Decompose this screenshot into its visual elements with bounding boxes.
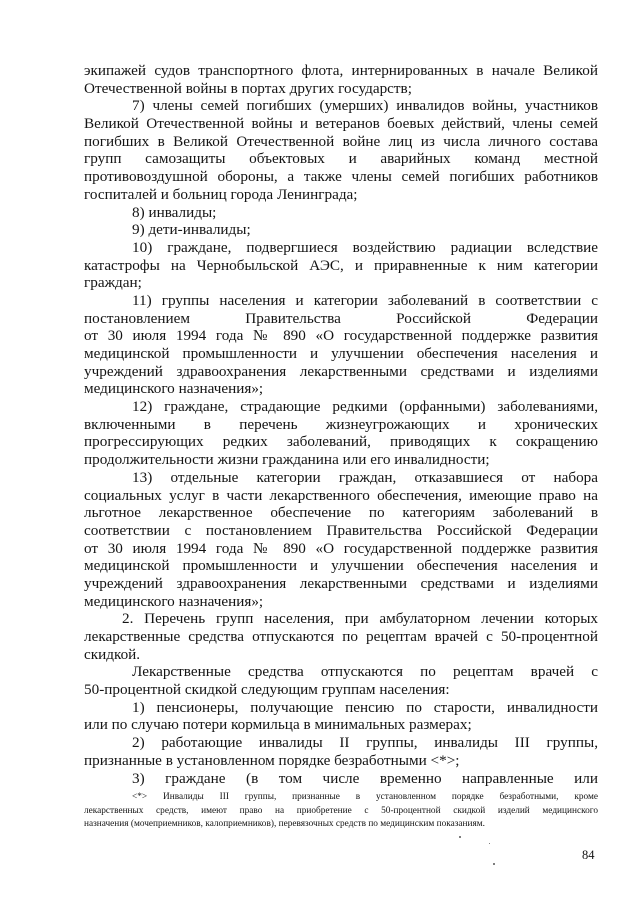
footnote-line: назначения (мочеприемников, калоприемников), перевязочных средств по медицинским показаниям. bbox=[84, 819, 485, 829]
text-line: госпиталей и больниц города Ленинграда; bbox=[84, 185, 358, 203]
scan-speck bbox=[493, 863, 495, 865]
text-line: продолжительности жизни гражданина или его инвалидности; bbox=[84, 451, 490, 469]
text-line: катастрофы на Чернобыльской АЭС, и приравненные к ним категории bbox=[84, 256, 598, 274]
text-line: противовоздушной обороны, а также члены семей погибших работников bbox=[84, 168, 598, 186]
sub-item-2: 2) работающие инвалиды II группы, инвалиды III группы, bbox=[132, 734, 598, 752]
text-line: граждан; bbox=[84, 274, 142, 292]
scan-speck bbox=[459, 836, 461, 838]
text-line: от 30 июля 1994 года № 890 «О государственной поддержке развития bbox=[84, 539, 598, 557]
text-line: льготное лекарственное обеспечение по категориям заболеваний в bbox=[84, 504, 598, 522]
list-item-12: 12) граждане, страдающие редкими (орфанными) заболеваниями, bbox=[132, 398, 598, 416]
list-item-13: 13) отдельные категории граждан, отказавшиеся от набора bbox=[132, 468, 598, 486]
text-line: медицинской промышленности и улучшении обеспечения населения и bbox=[84, 345, 598, 362]
text-line: учреждений здравоохранения лекарственными средствами и изделиями bbox=[84, 574, 598, 592]
text-line: скидкой. bbox=[84, 645, 141, 663]
text-line: групп самозащиты объектовых и аварийных команд местной bbox=[84, 150, 598, 168]
sub-item-3: 3) граждане (в том числе временно направленные или bbox=[132, 769, 598, 787]
text-line: погибших в Великой Отечественной войне лиц из числа личного состава bbox=[84, 132, 598, 150]
text-line: медицинской промышленности и улучшении обеспечения населения и bbox=[84, 557, 598, 575]
text-line: лекарственные средства отпускаются по рецептам врачей с 50-процентной bbox=[84, 628, 598, 645]
sub-item-1: 1) пенсионеры, получающие пенсию по старости, инвалидности bbox=[132, 698, 598, 716]
text-line: медицинского назначения»; bbox=[84, 380, 264, 398]
page-number: 84 bbox=[582, 848, 595, 862]
text-line: медицинского назначения»; bbox=[84, 592, 264, 610]
text-line: признанные в установленном порядке безработными <*>; bbox=[84, 751, 460, 769]
intro-paragraph: Лекарственные средства отпускаются по рецептам врачей с bbox=[132, 663, 598, 681]
footnote bbox=[84, 791, 598, 832]
text-line: постановлением Правительства Российской Федерации bbox=[84, 309, 598, 327]
list-item-8: 8) инвалиды; bbox=[132, 203, 217, 221]
text-line: от 30 июля 1994 года № 890 «О государственной поддержке развития bbox=[84, 327, 598, 345]
list-item-11: 11) группы населения и категории заболеваний в соответствии с bbox=[132, 291, 598, 309]
text-line: 50-процентной скидкой следующим группам населения: bbox=[84, 681, 450, 699]
footnote-line: лекарственных средств, имеют право на приобретение с 50-процентной скидкой изделий медицинского bbox=[84, 805, 598, 816]
list-item-7: 7) члены семей погибших (умерших) инвалидов войны, участников bbox=[132, 97, 598, 115]
text-line: социальных услуг в части лекарственного обеспечения, имеющие право на bbox=[84, 486, 598, 504]
list-item-10: 10) граждане, подвергшиеся воздействию радиации вследствие bbox=[132, 238, 598, 256]
section-2-heading: 2. Перечень групп населения, при амбулаторном лечении которых bbox=[122, 610, 598, 628]
scan-speck bbox=[489, 843, 490, 844]
footnote-line: <*> Инвалиды III группы, признанные в установленном порядке безработными, кроме bbox=[132, 792, 598, 802]
list-item-9: 9) дети-инвалиды; bbox=[132, 221, 251, 239]
text-line: учреждений здравоохранения лекарственными средствами и изделиями bbox=[84, 362, 598, 380]
text-line: или по случаю потери кормильца в минимальных размерах; bbox=[84, 716, 472, 734]
text-line: экипажей судов транспортного флота, интернированных в начале Великой bbox=[84, 62, 598, 79]
document-body bbox=[84, 62, 598, 787]
text-line: Великой Отечественной войны и ветеранов боевых действий, члены семей bbox=[84, 115, 598, 133]
text-line: соответствии с постановлением Правительства Российской Федерации bbox=[84, 521, 598, 539]
text-line: прогрессирующих редких заболеваний, приводящих к сокращению bbox=[84, 433, 598, 451]
text-line: включенными в перечень жизнеугрожающих и хронических bbox=[84, 415, 598, 433]
text-line: Отечественной войны в портах других государств; bbox=[84, 79, 412, 97]
